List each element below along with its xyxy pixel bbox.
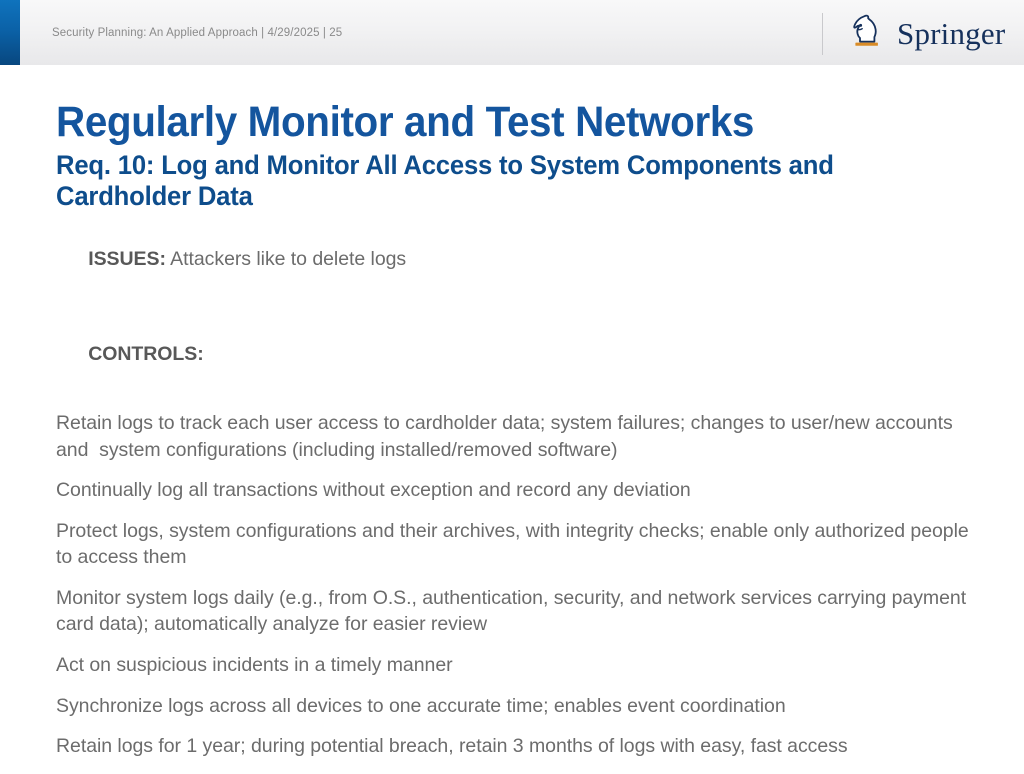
list-item: Synchronize logs across all devices to one accurate time; enables event coordination (56, 694, 786, 717)
list-item: Retain logs for 1 year; during potential breach, retain 3 months of logs with easy, fast access (56, 735, 848, 758)
springer-knight-icon (846, 12, 888, 52)
springer-logo (846, 12, 1005, 52)
slide-header-band (0, 0, 1024, 65)
content-list (56, 219, 986, 759)
list-item: Protect logs, system configurations and their archives, with integrity checks; enable only authorized people to access them (56, 519, 975, 569)
list-item: Continually log all transactions without exception and record any deviation (56, 479, 691, 502)
header-accent-bar (0, 0, 20, 65)
header-divider (822, 13, 823, 55)
controls-line (56, 315, 976, 395)
controls-label: CONTROLS: (88, 343, 204, 366)
list-item: Monitor system logs daily (e.g., from O.S., authentication, security, and network services carrying payment card data); automatically analyze for easier review (56, 586, 972, 636)
issues-label: ISSUES: (88, 247, 166, 270)
springer-wordmark: Springer (897, 15, 1006, 51)
page-subtitle: Req. 10: Log and Monitor All Access to System Components and Cardholder Data (56, 149, 834, 212)
header-meta-text: Security Planning: An Applied Approach | 4/29/2025 | 25 (52, 27, 343, 39)
list-item: Act on suspicious incidents in a timely manner (56, 654, 453, 676)
issues-line (56, 219, 976, 299)
slide-content (56, 100, 986, 774)
issues-text: Attackers like to delete logs (165, 247, 407, 270)
page-title: Regularly Monitor and Test Networks (56, 98, 755, 146)
list-item: Retain logs to track each user access to cardholder data; system failures; changes to user/new accounts and system configurations (including installed/removed software) (56, 412, 959, 461)
